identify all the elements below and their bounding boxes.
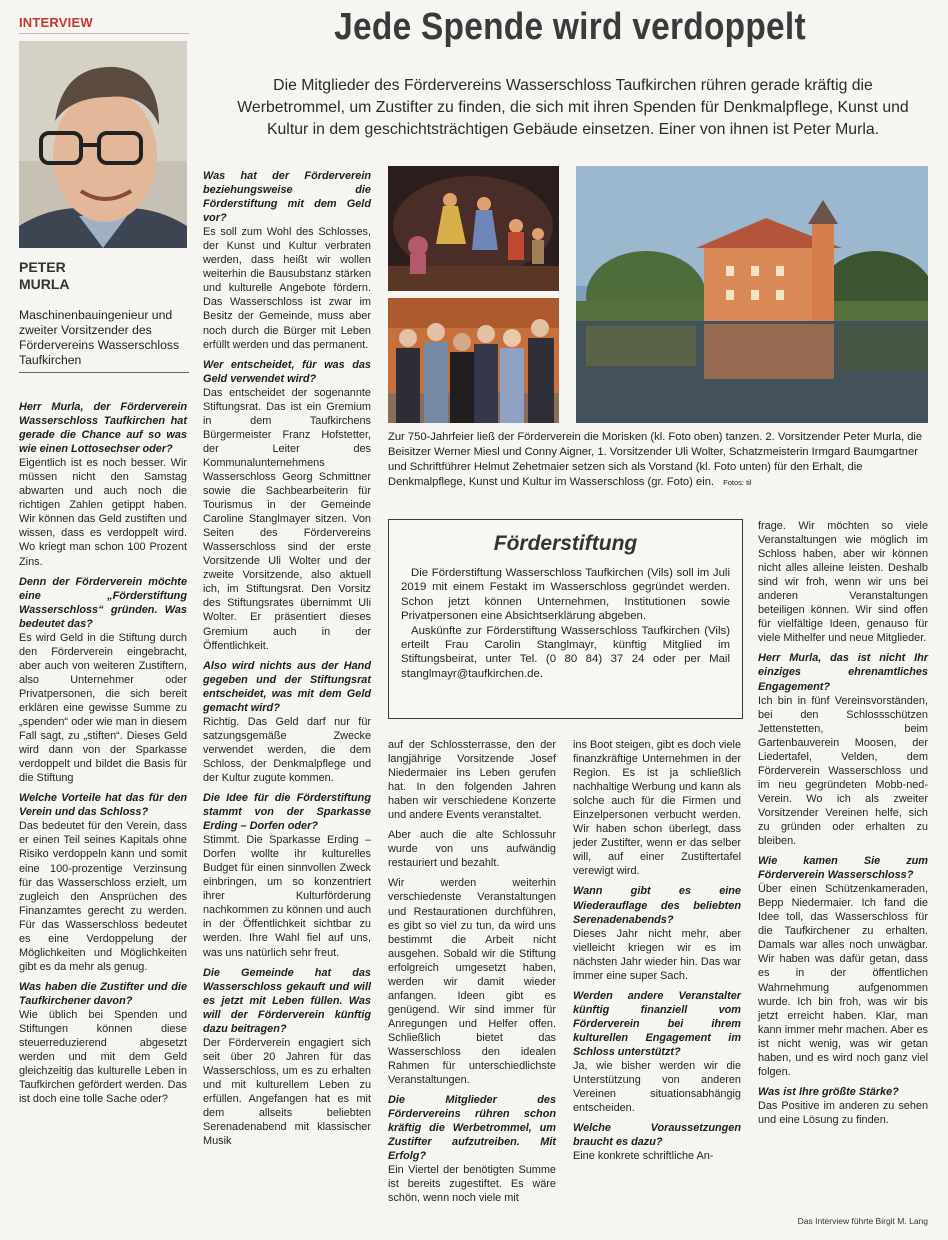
question: Die Mitglieder des Fördervereins rühren schon kräftig die Werbetrommel, um Zustifter aufzutreiben. Mit Erfolg? [388, 1094, 556, 1163]
qa-block [388, 738, 556, 822]
interview-column-2 [203, 169, 371, 1154]
question: Wann gibt es eine Wiederauflage des beliebten Serenadenabends? [573, 885, 741, 926]
person-name [19, 259, 70, 293]
answer: Stimmt. Die Sparkasse Erding – Dorfen wollte ihr kulturelles Budget für einen sinnvollen Zweck einbringen, um so konzentriert ihrer Kulturförderung nachkommen zu können und auch in der Öffentlichkeit sichtbar zu werden. Ihre Wahl fiel auf uns, was uns natürlich sehr freut. [203, 834, 371, 959]
group-illustration [388, 298, 559, 423]
answer: Wie üblich bei Spenden und Stiftungen können diese steuerreduzierend abgesetzt werden und mit dem Geld gleichzeitig das kulturelle Leben in Taufkirchen gefördert werden. Das ist doch eine tolle Sache oder? [19, 1008, 187, 1106]
portrait-photo [19, 41, 187, 248]
caption-text: Zur 750-Jahrfeier ließ der Förderverein die Morisken (kl. Foto oben) tanzen. 2. Vorsitzender Peter Murla, die Beisitzer Werner Miesl und Conny Aigner, 1. Vorsitzender Uli Wolter, Schatzmeisterin Irmgard Baumgartner und Schriftführer Helmut Zehetmaier setzen sich als Vorstand (kl. Foto unten) für den Erhalt, die Denkmalpflege, Kunst und Kultur im Wasserschloss (gr. Foto) ein. [388, 431, 923, 488]
answer: Das entscheidet der sogenannte Stiftungsrat. Das ist ein Gremium in dem Taufkirchens Bürgermeister Franz Hofstetter, der Leiter des Kommunalunternehmens Wasserschloss Georg Schmittner sowie die Sachbearbeiterin für Tourismus in der Gemeinde Caroline Stanglmayer sitzen. Von Seiten des Fördervereins Wasserschloss sind der erste Vorsitzende Uli Wolter und der zweite Vorsitzende, also aktuell ich, im Stiftungsrat. Den Vorsitz des Stiftungsrates übernimmt Uli Wolter. Er präsentiert dieses Gremium auch in der Öffentlichkeit. [203, 386, 371, 652]
qa-block [203, 791, 371, 960]
section-label: INTERVIEW [19, 15, 93, 30]
qa-block [573, 738, 741, 878]
question: Welche Voraussetzungen braucht es dazu? [573, 1122, 741, 1149]
answer: Das bedeutet für den Verein, dass er einen Teil seines Kapitals ohne Risiko verdoppeln kann und somit eine 100-prozentige Verzinsung für das Wasserschloss erzielt, um zugleich den Ansprüchen des Finanzamtes gerecht zu werden. Für das Wasserschloss bedeutet es eine Verdoppelung der Möglichkeiten und Möglichkeiten gibt es da mehr als genug. [19, 820, 187, 973]
question: Herr Murla, der Förderverein Wasserschloss Taufkirchen hat gerade die Chance auf so was wie einen Lottosechser oder? [19, 401, 187, 456]
box-title: Förderstiftung [493, 532, 638, 555]
qa-block [758, 651, 928, 848]
qa-block [758, 854, 928, 1079]
question: Was ist Ihre größte Stärke? [758, 1085, 899, 1098]
photo-caption [388, 430, 928, 490]
answer: Eine konkrete schriftliche An- [573, 1150, 714, 1163]
qa-block [388, 876, 556, 1087]
person-last-name: MURLA [19, 276, 70, 292]
box-paragraph-1: Die Förderstiftung Wasserschloss Taufkirchen (Vils) soll im Juli 2019 mit einem Festakt im Wasserschloss gegründet werden. Schon jetzt können Unternehmen, Institutionen sowie Privatpersonen eine Absichtserklärung abgeben. [401, 567, 730, 623]
answer: Ich bin in fünf Vereinsvorständen, bei den Schlossschützen Jettenstetten, beim Gartenbauverein Moosen, der Liedertafel, Velden, dem Förderverein Wasserschloss und im neu gegründeten Mobb-ned-Verein. Wo ich als zweiter Vorsitzender Vereinen helfe, sich zu gründen oder erhalten zu bleiben. [758, 694, 928, 848]
answer: Eigentlich ist es noch besser. Wir müssen nicht den Samstag abwarten und auch noch die richtigen Zahlen getippt haben. Wir können das Geld zustiften und wissen, dass es verdoppelt wird. Wo kriegt man schon 100 Prozent Zins. [19, 457, 187, 568]
answer: Ein Viertel der benötigten Summe ist bereits zugestiftet. Es wäre schön, wenn noch viele mit [388, 1164, 556, 1205]
qa-block [203, 659, 371, 785]
question: Welche Vorteile hat das für den Verein und das Schloss? [19, 792, 187, 819]
interview-column-4 [573, 738, 741, 1169]
answer: auf der Schlossterrasse, den der langjährige Vorsitzende Josef Niedermaier ins Leben gerufen hat. In den folgenden Jahren haben wir verschiedene Konzerte und andere Events veranstaltet. [388, 739, 556, 822]
answer: Ja, wie bisher werden wir die Unterstützung von anderen Vereinen situationsabhängig entscheiden. [573, 1060, 741, 1115]
dance-illustration [388, 166, 559, 291]
box-paragraph-2: Auskünfte zur Förderstiftung Wasserschloss Taufkirchen (Vils) erteilt Frau Carolin Stanglmayr, künftig Mitglied im Stiftungsbeirat, unter Tel. (0 80 84) 37 24 oder per Mail stanglmayr@taufkirchen.de. [401, 624, 730, 680]
qa-block [203, 966, 371, 1149]
qa-block [19, 575, 187, 786]
answer: ins Boot steigen, gibt es doch viele finanzkräftige Unternehmen in der Region. Es ist ja schließlich nachhaltige Werbung und kann als solche auch für die Firmen und Einzelpersonen verbucht werden. Wir haben schon überlegt, dass jeder Zustifter, wenn er das selber will, auf einer Zustiftertafel verewigt wird. [573, 739, 741, 878]
photo-credit: Fotos: til [723, 478, 752, 487]
question: Denn der Förderverein möchte eine „Förderstiftung Wasserschloss“ gründen. Was bedeutet das? [19, 575, 187, 630]
qa-block [19, 400, 187, 569]
interview-column-1 [19, 400, 187, 1112]
qa-block [573, 884, 741, 982]
qa-block [758, 1085, 928, 1127]
portrait-illustration [19, 41, 187, 248]
photo-morisken-dance [388, 166, 559, 291]
question: Also wird nichts aus der Hand gegeben und der Stiftungsrat entscheidet, was mit dem Geld gemacht wird? [203, 659, 371, 714]
answer: Wir werden weiterhin verschiedenste Veranstaltungen und Restaurationen durchführen, es gibt so viel zu tun, da wird uns bestimmt die Arbeit nicht ausgehen. Sobald wir die Stiftung erfolgreich umgesetzt haben, werden wir damit wieder anfangen. Ideen gibt es genügend. Wir sind immer für Anregungen und Helfer offen. Schließlich bietet das Wasserschloss den idealen Rahmen für unterschiedlichste Veranstaltungen. [388, 877, 556, 1087]
question: Wie kamen Sie zum Förderverein Wasserschloss? [758, 855, 928, 882]
photo-wasserschloss [576, 166, 928, 423]
byline: Das Interview führte Birgit M. Lang [797, 1216, 928, 1226]
castle-illustration [576, 166, 928, 423]
qa-block [19, 791, 187, 974]
section-rule [19, 33, 189, 34]
person-role: Maschinenbauingenieur und zweiter Vorsitzender des Fördervereins Wasserschloss Taufkirchen [19, 308, 180, 367]
qa-block [203, 358, 371, 653]
question: Was hat der Förderverein beziehungsweise die Förderstiftung mit dem Geld vor? [203, 170, 371, 225]
interview-column-3 [388, 738, 556, 1212]
question: Herr Murla, das ist nicht Ihr einziges ehrenamtliches Engagement? [758, 652, 928, 693]
qa-block [388, 1093, 556, 1205]
answer: Das Positive im anderen zu sehen und eine Lösung zu finden. [758, 1099, 928, 1126]
qa-block [388, 828, 556, 870]
qa-block [573, 1121, 741, 1163]
interview-column-5 [758, 519, 928, 1133]
qa-block [203, 169, 371, 352]
question: Was haben die Zustifter und die Taufkirchener davon? [19, 980, 187, 1007]
answer: Es soll zum Wohl des Schlosses, der Kunst und Kultur verbraten werden, dass heißt wir wollen weiterhin die Bausubstanz stärken und kulturelle Angebote fördern. Das Wasserschloss ist zwar im Besitz der Gemeinde, muss aber noch durch die Bürger mit Leben erfüllt werden und das permanent. [203, 226, 371, 351]
lead-paragraph: Die Mitglieder des Fördervereins Wasserschloss Taufkirchen rühren gerade kräftig die Werbetrommel, um Zustifter zu finden, die sich mit ihren Spenden für Denkmalpflege, Kunst und Kultur in dem geschichtsträchtigen Gebäude einsetzen. Einer von ihnen ist Peter Murla. [237, 77, 909, 138]
answer: Der Förderverein engagiert sich seit über 20 Jahren für das Wasserschloss, um es zu erhalten und mit kulturellem Leben zu erfüllen. Angefangen hat es mit dem allseits beliebten Serenadenabend mit klassischer Musik [203, 1036, 371, 1148]
photo-board-group [388, 298, 559, 423]
answer: Es wird Geld in die Stiftung durch den Förderverein eingebracht, aber auch von weiteren Zustiftern, also Unternehmer oder Privatpersonen, die sich bereit erklären eine gewisse Summe zu „spenden“ oder wie man in diesem Fall sagt, zu „stiften“. Dieses Geld wird dann von der Sparkasse verdoppelt und bildet die Basis für die Stiftung [19, 631, 187, 785]
answer: frage. Wir möchten so viele Veranstaltungen wie möglich im Schloss haben, aber wir können nicht alles alleine leisten. Deshalb sind wir froh, wenn wir uns bei anderen Veranstaltungen beteiligen können. Wir sind offen für vielfältige Ideen, genauso für viele Mithelfer und neue Mitglieder. [758, 520, 928, 645]
answer: Richtig. Das Geld darf nur für satzungsgemäße Zwecke verwendet werden, die dem Schloss, der Denkmalpflege und der Kultur zugute kommen. [203, 715, 371, 784]
question: Wer entscheidet, für was das Geld verwendet wird? [203, 358, 371, 385]
answer: Aber auch die alte Schlossuhr wurde von uns aufwändig restauriert und bezahlt. [388, 829, 556, 870]
qa-block [758, 519, 928, 645]
profile-rule [19, 372, 189, 373]
question: Werden andere Veranstalter künftig finanziell vom Förderverein bei ihrem kulturellen Engagement im Schloss unterstützt? [573, 989, 741, 1058]
qa-block [19, 980, 187, 1106]
question: Die Gemeinde hat das Wasserschloss gekauft und will es jetzt mit Leben füllen. Was will der Förderverein künftig dazu beitragen? [203, 966, 371, 1035]
headline: Jede Spende wird verdoppelt [334, 6, 806, 48]
foerderstiftung-box [388, 519, 743, 719]
question: Die Idee für die Förderstiftung stammt von der Sparkasse Erding – Dorfen oder? [203, 792, 371, 833]
qa-block [573, 989, 741, 1115]
answer: Dieses Jahr nicht mehr, aber vielleicht kriegen wir es im nächsten Jahr wieder hin. Das war immer eine super Sach. [573, 927, 741, 982]
person-first-name: PETER [19, 259, 66, 275]
answer: Über einen Schützenkameraden, Bepp Niedermaier. Ich fand die Idee toll, das Wasserschloss für die Taufkirchener zu erhalten. Damals war alles noch unwägbar. Wir haben was dafür getan, dass es in der öffentlichen Wahrnehmung aufgenommen wurde. Ich bin froh, was wir bis jetzt erreicht haben. Klar, man kann immer mehr machen. Aber es ist nicht wenig, was wir getan haben, und es wird noch ganz viel folgen. [758, 883, 928, 1078]
box-body [401, 566, 730, 681]
